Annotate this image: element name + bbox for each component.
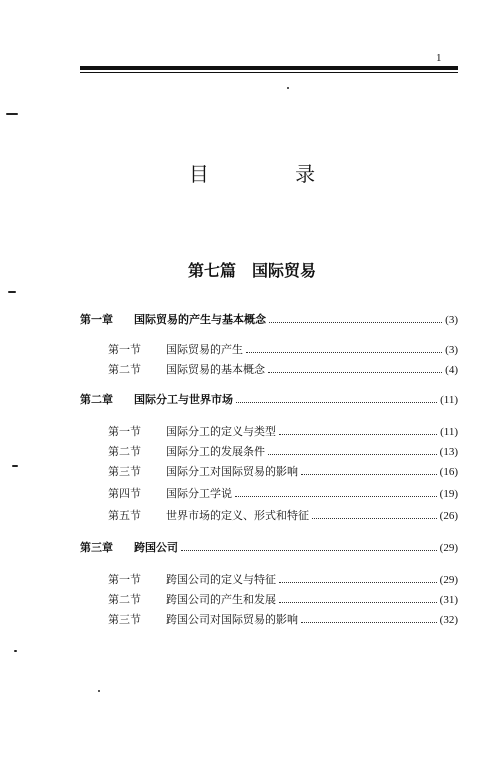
dot-leader [235, 495, 437, 497]
section-title: 国际贸易的基本概念 [166, 363, 265, 376]
page-ref: (16) [439, 466, 458, 478]
dot-leader [236, 401, 437, 403]
section-number: 第二节 [108, 593, 141, 606]
dot-leader [181, 549, 437, 551]
section-number: 第三节 [108, 613, 141, 626]
page-ref: (11) [440, 394, 458, 406]
chapter-number: 第三章 [80, 541, 113, 554]
section-number: 第二节 [108, 445, 141, 458]
page-ref: (4) [445, 364, 458, 376]
chapter-title: 国际分工与世界市场 [134, 393, 233, 406]
scan-speck [6, 113, 18, 115]
toc-section-row [80, 423, 458, 439]
section-title: 跨国公司对国际贸易的影响 [166, 613, 298, 626]
dot-leader [279, 581, 437, 583]
section-number: 第一节 [108, 573, 141, 586]
chapter-title: 国际贸易的产生与基本概念 [134, 313, 266, 326]
page-title: 目 录 [188, 162, 356, 186]
header-rule-thin [80, 72, 458, 73]
scan-speck [12, 465, 18, 467]
section-title: 国际贸易的产生 [166, 343, 243, 356]
section-number: 第一节 [108, 343, 141, 356]
dot-leader [279, 601, 437, 603]
section-number: 第二节 [108, 363, 141, 376]
page-ref: (19) [439, 488, 458, 500]
chapter-title: 跨国公司 [134, 541, 178, 554]
dot-leader [268, 371, 442, 373]
page-ref: (3) [445, 314, 458, 326]
part-name: 国际贸易 [252, 261, 317, 280]
scan-speck [98, 690, 100, 692]
scan-speck [8, 291, 16, 293]
dot-leader [246, 351, 442, 353]
scan-speck [14, 650, 17, 652]
scan-speck [287, 87, 289, 89]
chapter-number: 第二章 [80, 393, 113, 406]
dot-leader [301, 621, 437, 623]
toc-section-row [80, 507, 458, 523]
toc-section-row [80, 571, 458, 587]
page-ref: (32) [439, 614, 458, 626]
section-number: 第四节 [108, 487, 141, 500]
page-ref: (3) [445, 344, 458, 356]
section-number: 第一节 [108, 425, 141, 438]
toc-chapter-row [80, 391, 458, 407]
page-ref: (13) [439, 446, 458, 458]
part-title [0, 258, 504, 281]
header-rule-thick [80, 66, 458, 70]
section-title: 国际分工对国际贸易的影响 [166, 465, 298, 478]
part-number: 第七篇 [187, 261, 236, 280]
section-title: 跨国公司的产生和发展 [166, 593, 276, 606]
toc-section-row [80, 485, 458, 501]
section-title: 国际分工学说 [166, 487, 232, 500]
dot-leader [268, 453, 437, 455]
page-ref: (31) [439, 594, 458, 606]
dot-leader [279, 433, 437, 435]
page-ref: (29) [439, 574, 458, 586]
section-number: 第三节 [108, 465, 141, 478]
toc-section-row [80, 463, 458, 479]
page-ref: (29) [439, 542, 458, 554]
toc-section-row [80, 611, 458, 627]
section-title: 跨国公司的定义与特征 [166, 573, 276, 586]
dot-leader [269, 321, 442, 323]
toc-section-row [80, 591, 458, 607]
section-number: 第五节 [108, 509, 141, 522]
section-title: 国际分工的定义与类型 [166, 425, 276, 438]
section-title: 世界市场的定义、形式和特征 [166, 509, 309, 522]
page-ref: (11) [440, 426, 458, 438]
toc-section-row [80, 361, 458, 377]
page-ref: (26) [439, 510, 458, 522]
toc-section-row [80, 443, 458, 459]
toc-chapter-row [80, 311, 458, 327]
dot-leader [312, 517, 437, 519]
toc-section-row [80, 341, 458, 357]
section-title: 国际分工的发展条件 [166, 445, 265, 458]
toc-chapter-row [80, 539, 458, 555]
chapter-number: 第一章 [80, 313, 113, 326]
dot-leader [301, 473, 437, 475]
page-number: 1 [436, 52, 442, 64]
